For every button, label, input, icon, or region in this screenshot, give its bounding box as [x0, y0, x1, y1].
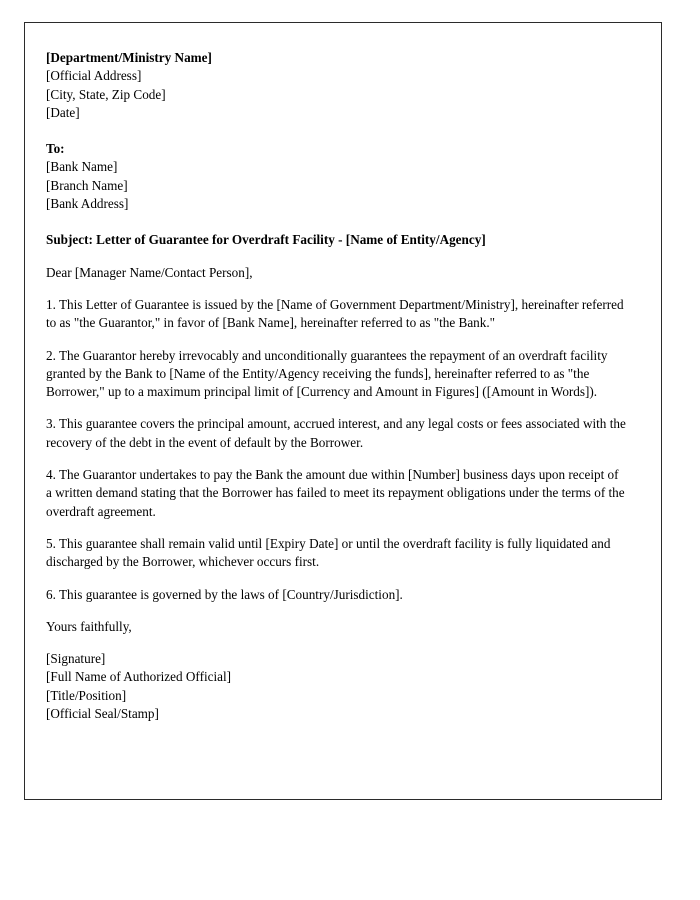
clause-paragraph-4: 4. The Guarantor undertakes to pay the Bank the amount due within [Number] business days upon receipt of a written demand stating that the Borrower has failed to meet its repayment obligations under the terms of the overdraft agreement.	[46, 467, 625, 519]
sender-official-address: [Official Address]	[46, 68, 142, 84]
document-frame	[24, 22, 662, 800]
spacer-clause-6	[46, 604, 627, 618]
spacer-clause-5	[46, 572, 627, 586]
clause-paragraph-1: 1. This Letter of Guarantee is issued by the [Name of Government Department/Ministry], hereinafter referred to as "the Guarantor," in favor of [Bank Name], hereinafter referred to as "the Bank."	[46, 296, 624, 331]
subject-line: Subject: Letter of Guarantee for Overdraft Facility - [Name of Entity/Agency]	[46, 232, 486, 248]
spacer-clause-2	[46, 401, 627, 415]
signature-full-name: [Full Name of Authorized Official]	[46, 669, 232, 685]
letter-body	[25, 23, 661, 723]
recipient-bank-name: [Bank Name]	[46, 159, 118, 175]
salutation: Dear [Manager Name/Contact Person],	[46, 264, 253, 280]
signature-block	[46, 650, 627, 723]
signature-placeholder: [Signature]	[46, 651, 106, 667]
sender-address-block	[46, 49, 627, 122]
spacer-clause-1	[46, 333, 627, 347]
clause-paragraph-5: 5. This guarantee shall remain valid until [Expiry Date] or until the overdraft facility is fully liquidated and discharged by the Borrower, whichever occurs first.	[46, 535, 611, 570]
spacer-after-salutation	[46, 282, 627, 296]
spacer-after-closing	[46, 636, 627, 650]
recipient-branch-name: [Branch Name]	[46, 177, 128, 193]
spacer-after-recipient	[46, 213, 627, 231]
spacer-clause-4	[46, 521, 627, 535]
sender-city-state-zip: [City, State, Zip Code]	[46, 86, 166, 102]
sender-department-name: [Department/Ministry Name]	[46, 50, 212, 65]
spacer-after-subject	[46, 250, 627, 264]
sender-date: [Date]	[46, 104, 80, 120]
recipient-to-label: To:	[46, 141, 65, 157]
recipient-address-block	[46, 140, 627, 213]
spacer-after-sender	[46, 122, 627, 140]
closing-salutation: Yours faithfully,	[46, 618, 132, 634]
clause-paragraph-2: 2. The Guarantor hereby irrevocably and unconditionally guarantees the repayment of an overdraft facility granted by the Bank to [Name of the Entity/Agency receiving the funds], hereinafter referred to as "the Borrower," up to a maximum principal limit of [Currency and Amount in Figures] ([Amount in Words]).	[46, 347, 608, 400]
recipient-bank-address: [Bank Address]	[46, 196, 129, 212]
spacer-clause-3	[46, 452, 627, 466]
clause-paragraph-6: 6. This guarantee is governed by the laws of [Country/Jurisdiction].	[46, 586, 403, 602]
signature-title-position: [Title/Position]	[46, 687, 127, 703]
clause-paragraph-3: 3. This guarantee covers the principal amount, accrued interest, and any legal costs or fees associated with the recovery of the debt in the event of default by the Borrower.	[46, 416, 626, 450]
signature-official-seal: [Official Seal/Stamp]	[46, 706, 159, 722]
